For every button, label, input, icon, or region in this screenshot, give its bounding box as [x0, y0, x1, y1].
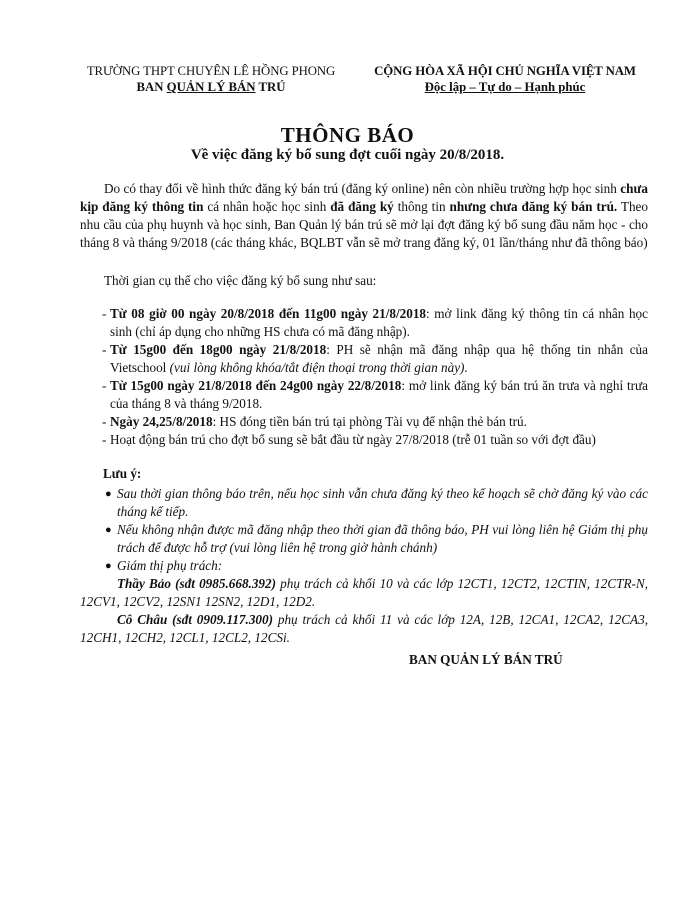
- schedule-list: [80, 305, 648, 449]
- schedule-item: - Từ 15g00 ngày 21/8/2018 đến 24g00 ngày 22/8/2018: mở link đăng ký bán trú ăn trưa và nghỉ trưa của tháng 8 và tháng 9/2018.: [102, 378, 649, 411]
- issuer-header: [80, 63, 342, 95]
- schedule-item: - Ngày 24,25/8/2018: HS đóng tiền bán trú tại phòng Tài vụ để nhận thẻ bán trú.: [102, 414, 527, 429]
- document-subtitle: Về việc đăng ký bổ sung đợt cuối ngày 20/8/2018.: [190, 147, 505, 163]
- intro-paragraph: Do có thay đổi về hình thức đăng ký bán trú (đăng ký online) nên còn nhiều trường hợp học sinh chưa kịp đăng ký thông tin cá nhân hoặc học sinh đã đăng ký thông tin nhưng chưa đăng ký bán trú. Theo nhu cầu của phụ huynh và học sinh, Ban Quản lý bán trú sẽ mở lại đợt đăng ký bổ sung đầu năm học - cho tháng 8 và tháng 9/2018 (các tháng khác, BQLBT vẫn sẽ mở trang đăng ký, 01 lần/tháng như đã thông báo): [80, 181, 648, 250]
- schedule-item: - Hoạt động bán trú cho đợt bổ sung sẽ bắt đầu từ ngày 27/8/2018 (trễ 01 tuần so với đợt đầu): [102, 432, 596, 447]
- notes-heading: Lưu ý:: [103, 466, 142, 481]
- dash-marker: -: [102, 414, 107, 429]
- contact-entry: Thầy Bảo (sđt 0985.668.392) phụ trách cả khối 10 và các lớp 12CT1, 12CT2, 12CTIN, 12CTR-N, 12CV1, 12CV2, 12SN1 12SN2, 12D1, 12D2.: [80, 576, 649, 609]
- schedule-intro: Thời gian cụ thể cho việc đăng ký bổ sung như sau:: [104, 273, 377, 288]
- contact-name: Thầy Bảo (sđt 0985.668.392): [117, 576, 277, 591]
- note-item: ● Sau thời gian thông báo trên, nếu học sinh vẫn chưa đăng ký theo kế hoạch sẽ chờ đăng ký vào các tháng kế tiếp.: [105, 486, 648, 519]
- note-item: ● Nếu không nhận được mã đăng nhập theo thời gian đã thông báo, PH vui lòng liên hệ Giám thị phụ trách để được hỗ trợ (vui lòng liên hệ trong giờ hành chánh): [105, 522, 648, 555]
- contact-name: Cô Châu (sđt 0909.117.300): [117, 612, 273, 627]
- contact-entry: Cô Châu (sđt 0909.117.300) phụ trách cả khối 11 và các lớp 12A, 12B, 12CA1, 12CA2, 12CA3, 12CH1, 12CH2, 12CL1, 12CL2, 12CSi.: [80, 612, 648, 645]
- country-name: CỘNG HÒA XÃ HỘI CHỦ NGHĨA VIỆT NAM: [374, 64, 636, 78]
- signature-block: BAN QUẢN LÝ BÁN TRÚ: [409, 652, 563, 667]
- bullet-icon: ●: [105, 524, 112, 536]
- schedule-item: - Từ 08 giờ 00 ngày 20/8/2018 đến 11g00 ngày 21/8/2018: mở link đăng ký thông tin cá nhân học sinh (chỉ áp dụng cho những HS chưa có mã đăng nhập).: [102, 306, 648, 339]
- dash-marker: -: [102, 342, 107, 357]
- dash-marker: -: [102, 432, 107, 447]
- bullet-icon: ●: [105, 560, 112, 572]
- notes-list: [80, 485, 648, 647]
- dash-marker: -: [102, 306, 107, 321]
- document-title: THÔNG BÁO: [280, 123, 415, 147]
- bullet-icon: ●: [105, 488, 112, 500]
- dash-marker: -: [102, 378, 107, 393]
- note-item: ● Giám thị phụ trách:: [105, 558, 223, 573]
- national-motto: Độc lập – Tự do – Hạnh phúc: [424, 80, 586, 94]
- school-name: TRƯỜNG THPT CHUYÊN LÊ HỒNG PHONG: [86, 64, 336, 78]
- department-name: BAN QUẢN LÝ BÁN TRÚ: [136, 80, 286, 94]
- schedule-item: - Từ 15g00 đến 18g00 ngày 21/8/2018: PH sẽ nhận mã đăng nhập qua hệ thống tin nhắn của Vietschool (vui lòng không khóa/tắt điện thoại trong thời gian này).: [102, 342, 648, 375]
- national-header: [362, 63, 648, 95]
